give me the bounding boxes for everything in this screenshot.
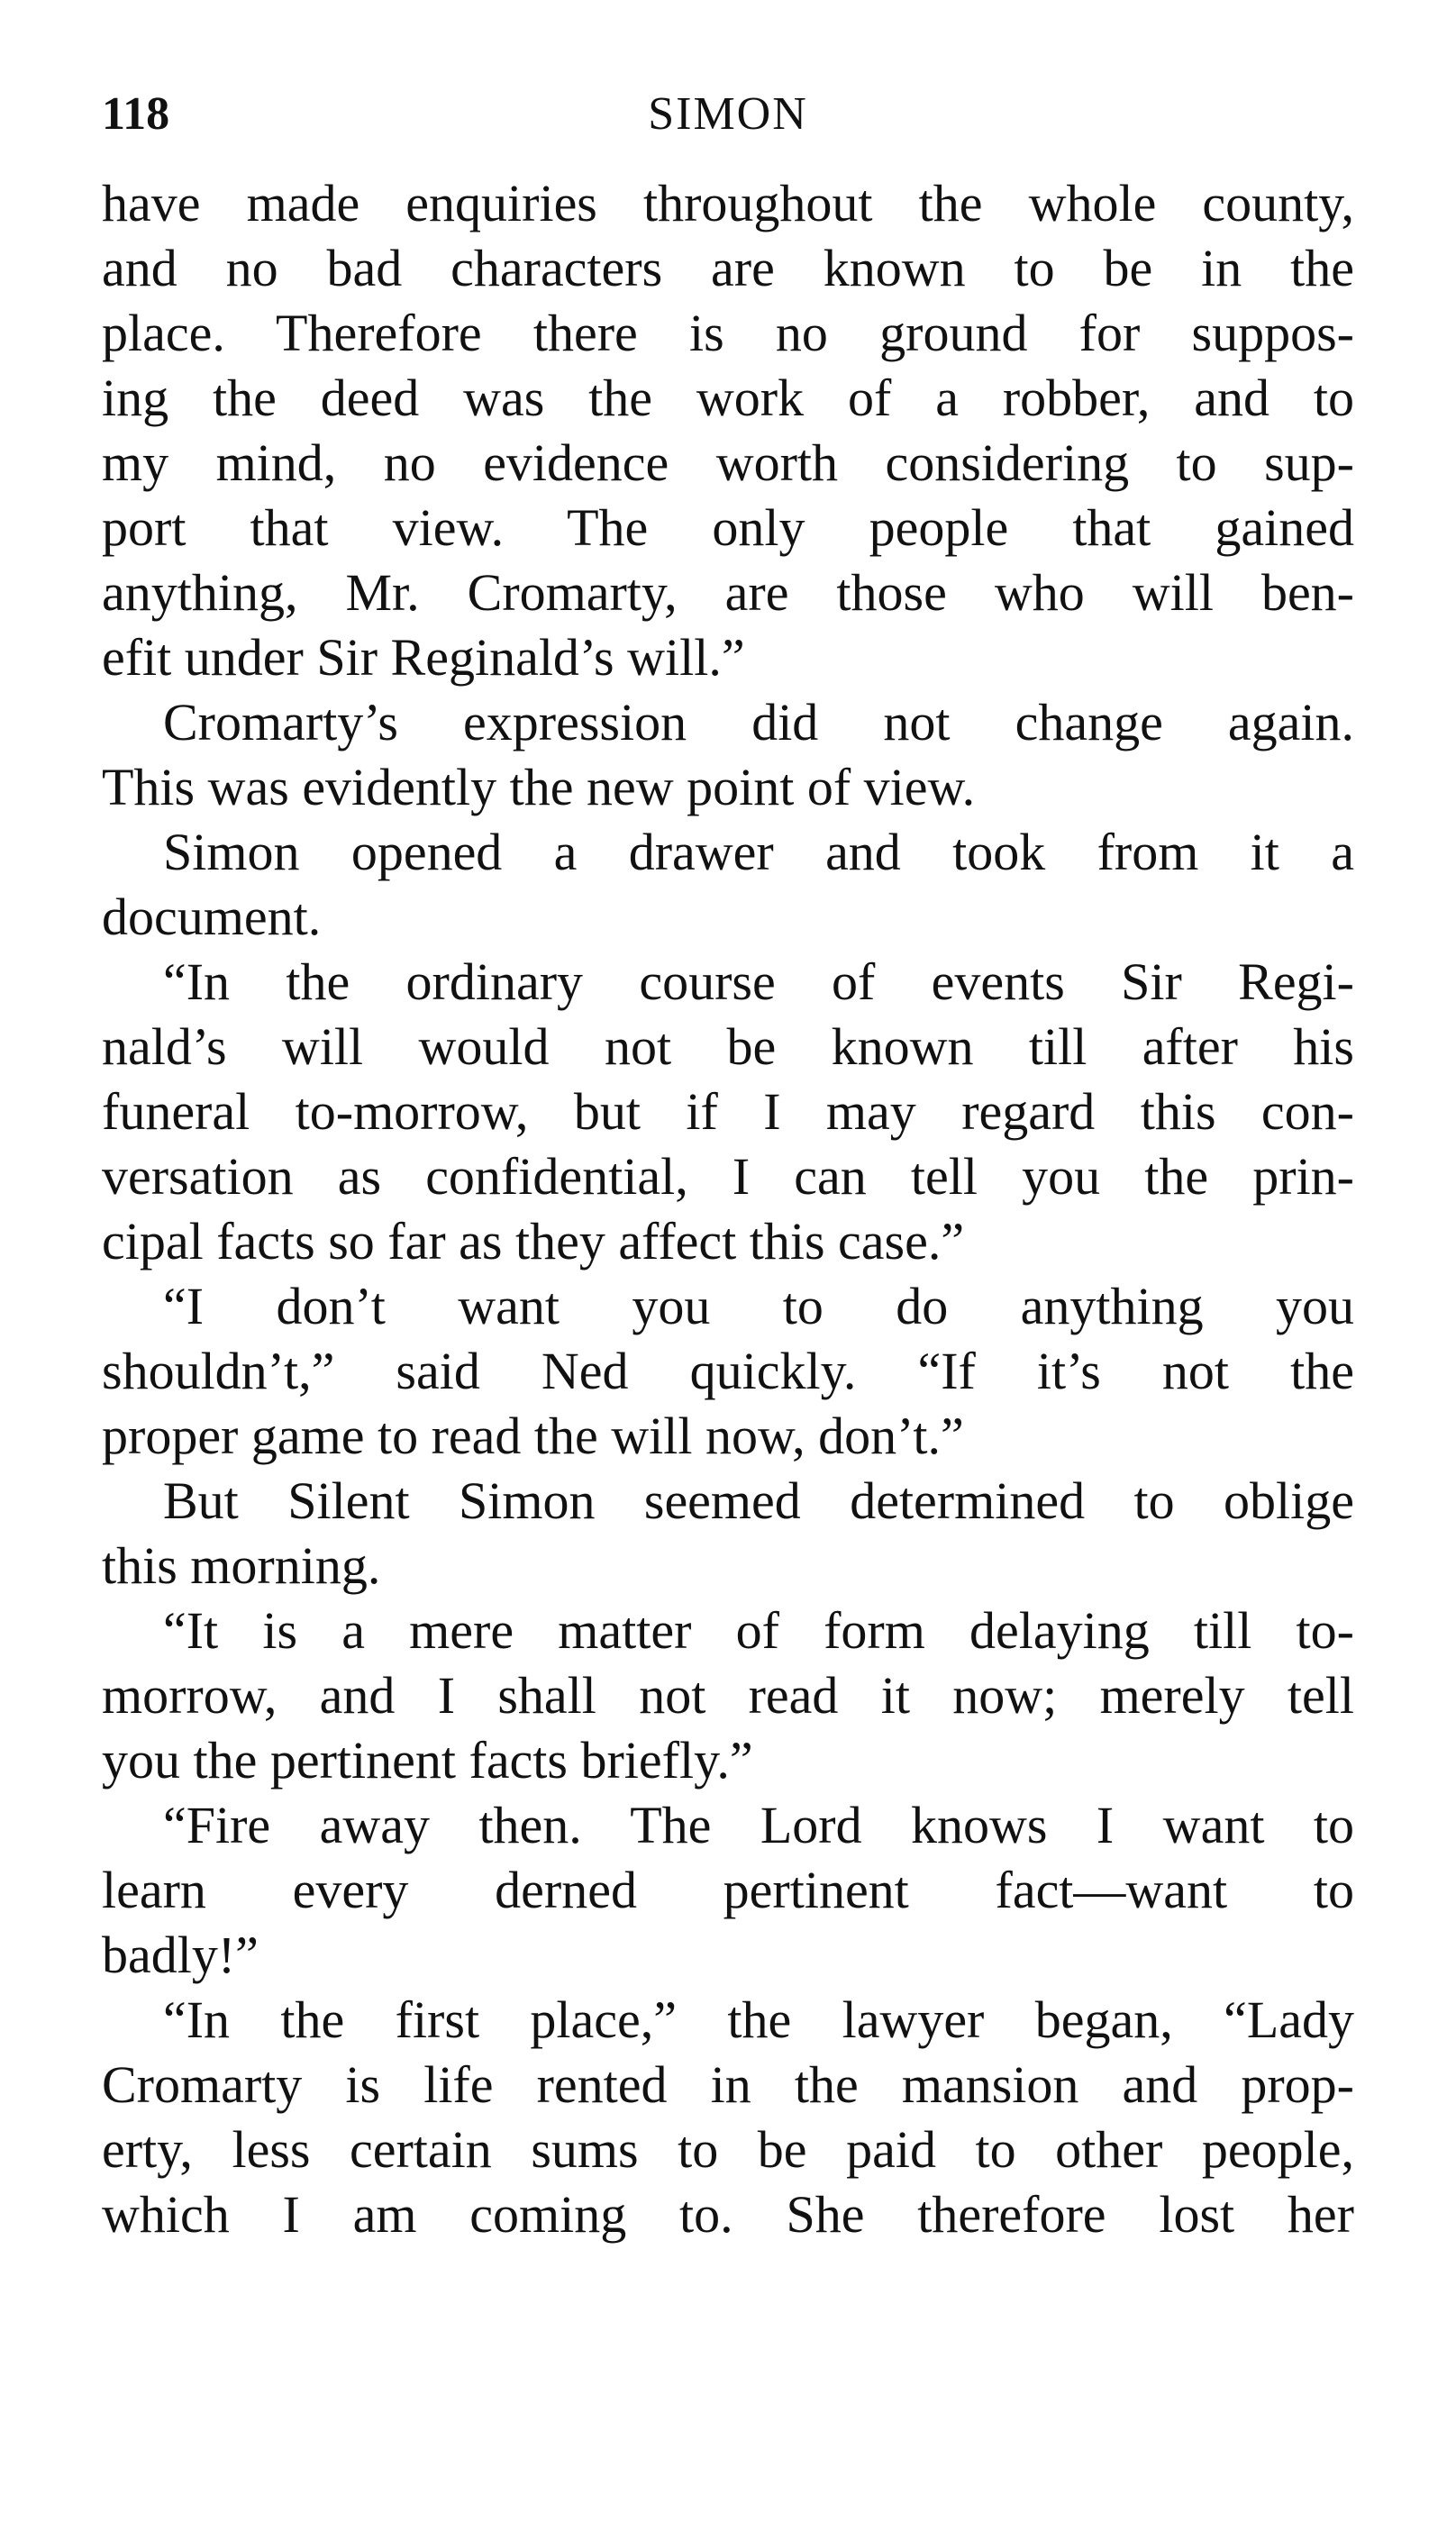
text-line: Simon opened a drawer and took from it a — [163, 823, 1354, 881]
page-number: 118 — [102, 88, 170, 140]
text-line: my mind, no evidence worth considering to sup- — [102, 433, 1354, 492]
text-line: funeral to-morrow, but if I may regard this con- — [102, 1082, 1354, 1141]
running-head — [102, 83, 1354, 146]
text-line: morrow, and I shall not read it now; merely tell — [102, 1666, 1354, 1725]
text-line: this morning. — [102, 1536, 381, 1595]
text-line: have made enquiries throughout the whole county, — [102, 174, 1354, 232]
text-line: erty, less certain sums to be paid to other people, — [102, 2120, 1354, 2179]
running-title: SIMON — [648, 88, 808, 140]
text-line: ing the deed was the work of a robber, and to — [102, 369, 1354, 427]
text-line: “In the ordinary course of events Sir Regi- — [163, 952, 1354, 1011]
text-line: proper game to read the will now, don’t.” — [102, 1407, 964, 1465]
text-line: anything, Mr. Cromarty, are those who will ben- — [102, 563, 1354, 622]
text-line: But Silent Simon seemed determined to oblige — [163, 1471, 1354, 1530]
text-line: versation as confidential, I can tell you the prin- — [102, 1147, 1354, 1206]
text-line: port that view. The only people that gained — [102, 498, 1354, 557]
text-line: you the pertinent facts briefly.” — [102, 1731, 753, 1790]
text-line: document. — [102, 888, 322, 946]
text-line: Cromarty is life rented in the mansion and prop- — [102, 2055, 1354, 2114]
text-line: This was evidently the new point of view. — [102, 758, 976, 816]
text-line: “It is a mere matter of form delaying till to- — [163, 1601, 1354, 1660]
text-line: shouldn’t,” said Ned quickly. “If it’s not the — [102, 1342, 1354, 1400]
text-line: place. Therefore there is no ground for suppos- — [102, 304, 1354, 362]
text-line: Cromarty’s expression did not change again. — [163, 693, 1354, 751]
text-line: which I am coming to. She therefore lost her — [102, 2185, 1354, 2244]
text-line: cipal facts so far as they affect this case.” — [102, 1212, 965, 1270]
text-line: efit under Sir Reginald’s will.” — [102, 628, 745, 687]
text-line: badly!” — [102, 1926, 259, 1984]
text-line: and no bad characters are known to be in the — [102, 239, 1354, 297]
body-text — [102, 171, 1354, 2247]
text-line: “Fire away then. The Lord knows I want to — [163, 1796, 1354, 1854]
text-line: nald’s will would not be known till after his — [102, 1017, 1354, 1076]
text-line: “In the first place,” the lawyer began, “Lady — [163, 1990, 1354, 2049]
text-line: learn every derned pertinent fact—want to — [102, 1861, 1354, 1919]
text-line: “I don’t want you to do anything you — [163, 1277, 1354, 1335]
